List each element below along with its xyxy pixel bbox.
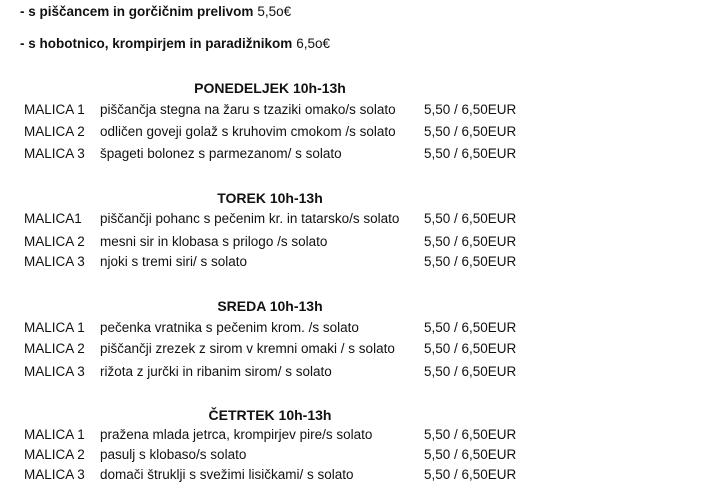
menu-code: MALICA 3 <box>24 146 85 161</box>
menu-code: MALICA 3 <box>24 254 85 269</box>
menu-row <box>24 102 544 122</box>
intro-price: 6,5o€ <box>296 36 331 51</box>
menu-price: 5,50 / 6,50EUR <box>424 254 517 269</box>
day-heading: TOREK 10h-13h <box>217 190 323 206</box>
menu-row <box>24 146 544 166</box>
menu-price: 5,50 / 6,50EUR <box>424 427 517 442</box>
menu-code: MALICA 2 <box>24 124 85 139</box>
menu-code: MALICA 3 <box>24 364 85 379</box>
menu-row <box>24 320 544 340</box>
day-heading: SREDA 10h-13h <box>217 298 323 314</box>
menu-dish: piščančji pohanc s pečenim kr. in tatarsko/s solato <box>100 211 400 226</box>
menu-dish: njoki s tremi siri/ s solato <box>100 254 248 269</box>
menu-price: 5,50 / 6,50EUR <box>424 467 517 482</box>
intro-line-2 <box>20 36 330 51</box>
menu-code: MALICA 1 <box>24 320 85 335</box>
menu-dish: piščančja stegna na žaru s tzaziki omako/s solato <box>100 102 396 117</box>
menu-row <box>24 364 544 384</box>
menu-row <box>24 124 544 144</box>
menu-code: MALICA 2 <box>24 341 85 356</box>
menu-row <box>24 467 544 487</box>
menu-dish: odličen goveji golaž s kruhovim cmokom /s solato <box>100 124 396 139</box>
menu-price: 5,50 / 6,50EUR <box>424 320 517 335</box>
intro-line-1 <box>20 4 291 19</box>
menu-price: 5,50 / 6,50EUR <box>424 447 517 462</box>
menu-dish: mesni sir in klobasa s prilogo /s solato <box>100 234 328 249</box>
intro-text: - s hobotnico, krompirjem in paradižnikom <box>20 36 293 51</box>
menu-price: 5,50 / 6,50EUR <box>424 234 517 249</box>
menu-price: 5,50 / 6,50EUR <box>424 364 517 379</box>
menu-price: 5,50 / 6,50EUR <box>424 341 517 356</box>
menu-dish: pečenka vratnika s pečenim krom. /s solato <box>100 320 359 335</box>
menu-dish: rižota z jurčki in ribanim sirom/ s solato <box>100 364 332 379</box>
menu-row <box>24 447 544 467</box>
menu-dish: špageti bolonez s parmezanom/ s solato <box>100 146 342 161</box>
menu-dish: pražena mlada jetrca, krompirjev pire/s solato <box>100 427 373 442</box>
menu-row <box>24 254 544 274</box>
menu-code: MALICA 1 <box>24 102 85 117</box>
day-heading: ČETRTEK 10h-13h <box>208 407 332 423</box>
menu-row <box>24 234 544 254</box>
menu-code: MALICA1 <box>24 211 82 226</box>
menu-row <box>24 427 544 447</box>
menu-code: MALICA 2 <box>24 234 85 249</box>
menu-dish: pasulj s klobaso/s solato <box>100 447 247 462</box>
menu-price: 5,50 / 6,50EUR <box>424 146 517 161</box>
intro-price: 5,5o€ <box>257 4 292 19</box>
menu-price: 5,50 / 6,50EUR <box>424 211 517 226</box>
menu-price: 5,50 / 6,50EUR <box>424 102 517 117</box>
menu-price: 5,50 / 6,50EUR <box>424 124 517 139</box>
menu-row <box>24 211 544 231</box>
intro-text: - s piščancem in gorčičnim prelivom <box>20 4 254 19</box>
day-heading: PONEDELJEK 10h-13h <box>194 80 346 96</box>
menu-code: MALICA 3 <box>24 467 85 482</box>
menu-code: MALICA 2 <box>24 447 85 462</box>
menu-dish: piščančji zrezek z sirom v kremni omaki / s solato <box>100 341 395 356</box>
menu-dish: domači štruklji s svežimi lisičkami/ s solato <box>100 467 354 482</box>
menu-code: MALICA 1 <box>24 427 85 442</box>
menu-row <box>24 341 544 361</box>
